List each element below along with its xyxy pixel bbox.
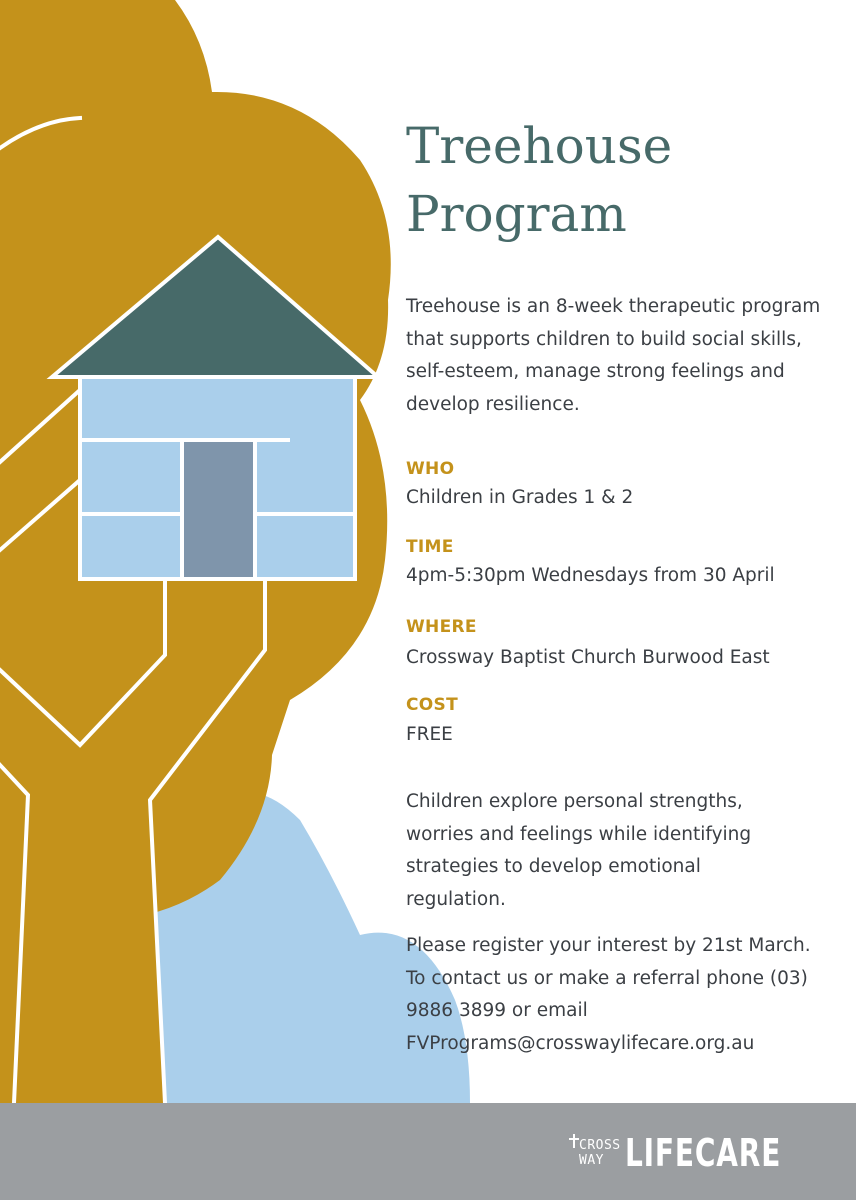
page-title: [406, 112, 846, 248]
description-paragraph: Children explore personal strengths, worries and feelings while identifying strategies to develop emotional regulation.: [406, 791, 752, 910]
cost-value: FREE: [406, 724, 453, 745]
time-value: 4pm-5:30pm Wednesdays from 30 April: [406, 565, 775, 586]
cross-icon: [569, 1134, 579, 1148]
cost-label: COST: [406, 695, 458, 715]
logo-small-line-1: CROSS: [579, 1138, 621, 1153]
logo-small-line-2: WAY: [579, 1153, 604, 1168]
logo-wordmark-small: [567, 1138, 621, 1168]
where-value: Crossway Baptist Church Burwood East: [406, 647, 770, 668]
who-value: Children in Grades 1 & 2: [406, 487, 634, 508]
title-line-1: Treehouse: [406, 117, 673, 175]
who-label: WHO: [406, 459, 455, 479]
time-label: TIME: [406, 537, 454, 557]
intro-paragraph: Treehouse is an 8-week therapeutic program that supports children to build social skills, self-esteem, manage strong feelings and develop resilience.: [406, 296, 821, 415]
where-label: WHERE: [406, 617, 477, 637]
title-line-2: Program: [406, 185, 627, 243]
house-door: [182, 440, 255, 579]
logo-wordmark-big: LIFECARE: [624, 1131, 781, 1175]
contact-paragraph: Please register your interest by 21st March. To contact us or make a referral phone (03) 9886 3899 or email FVPrograms@crosswaylifecare.org.au: [406, 935, 811, 1054]
crossway-lifecare-logo: [567, 1128, 815, 1178]
